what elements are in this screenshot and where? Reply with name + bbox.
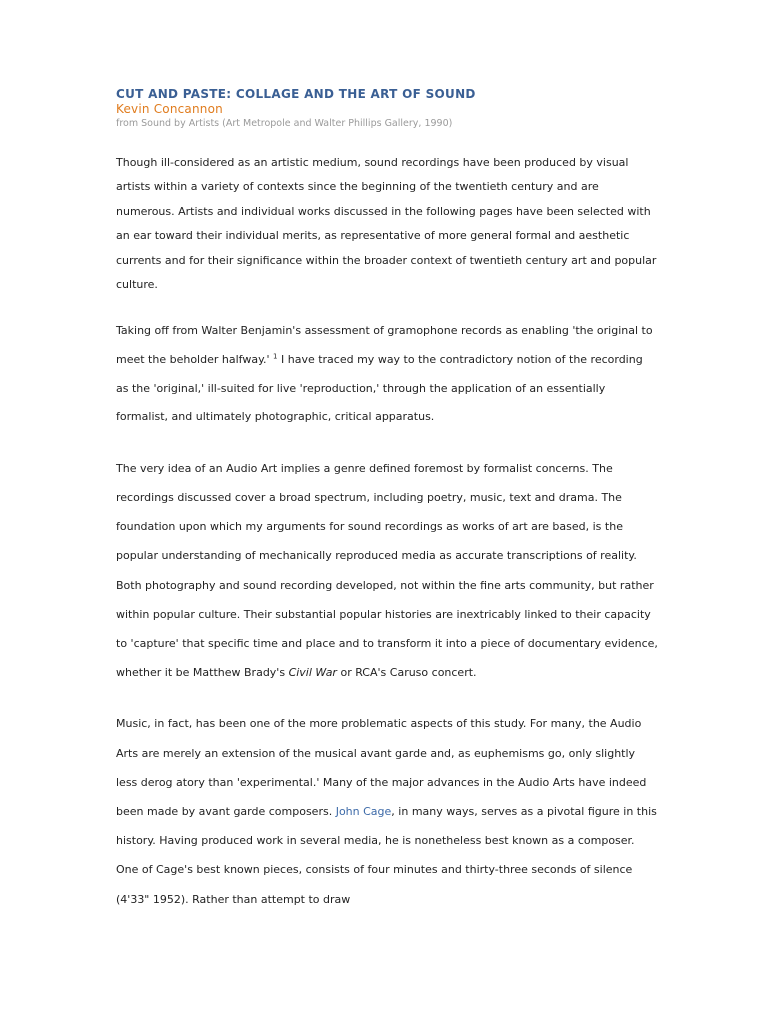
john-cage-link[interactable]: John Cage [335,805,392,819]
paragraph-2-text-a: Taking off from Walter Benjamin's assessment of gramophone records as enabling 'the original to meet the beholder halfway.' [116,324,653,367]
paragraph-2 [116,317,658,431]
footnote-ref[interactable]: 1 [273,352,278,361]
paragraph-3-text-b: or RCA's Caruso concert. [336,666,477,680]
paragraph-4-text-b: , in many ways, serves as a pivotal figure in this history. Having produced work in several media, he is nonetheless best known as a composer. One of Cage's best known pieces, consists of four minutes and thirty-three seconds of silence (4'33" 1952). Rather than attempt to draw [116,805,657,906]
paragraph-4-text-a: Music, in fact, has been one of the more problematic aspects of this study. For many, the Audio Arts are merely an extension of the musical avant garde and, as euphemisms go, only slightly less derog atory than 'experimental.' Many of the major advances in the Audio Arts have indeed been made by avant garde composers. [116,717,647,819]
paragraph-4 [116,709,658,913]
paragraph-3-text-a: The very idea of an Audio Art implies a genre defined foremost by formalist concerns. The recordings discussed cover a broad spectrum, including poetry, music, text and drama. The foundation upon which my arguments for sound recordings as works of art are based, is the popular understanding of mechanically reproduced media as accurate transcriptions of reality. Both photography and sound recording developed, not within the fine arts community, but rather within popular culture. Their substantial popular histories are inextricably linked to their capacity to 'capture' that specific time and place and to transform it into a piece of documentary evidence, whether it be Matthew Brady's [116,461,658,680]
paragraph-2-text-b: I have traced my way to the contradictory notion of the recording as the 'original,' ill-suited for live 'reproduction,' through the application of an essentially formalist, and ultimately photographic, critical apparatus. [116,353,643,424]
article-source: from Sound by Artists (Art Metropole and Walter Phillips Gallery, 1990) [116,118,453,129]
article-title: CUT AND PASTE: COLLAGE AND THE ART OF SOUND [116,87,476,101]
article-author: Kevin Concannon [116,102,223,116]
paragraph-1-text: Though ill-considered as an artistic medium, sound recordings have been produced by visual artists within a variety of contexts since the beginning of the twentieth century and are numerous. Artists and individual works discussed in the following pages have been selected with an ear toward their individual merits, as representative of more general formal and aesthetic currents and for their significance within the broader context of twentieth century art and popular culture. [116,156,657,292]
paragraph-1 [116,151,658,297]
paragraph-3 [116,454,658,688]
paragraph-3-italic: Civil War [288,666,337,680]
